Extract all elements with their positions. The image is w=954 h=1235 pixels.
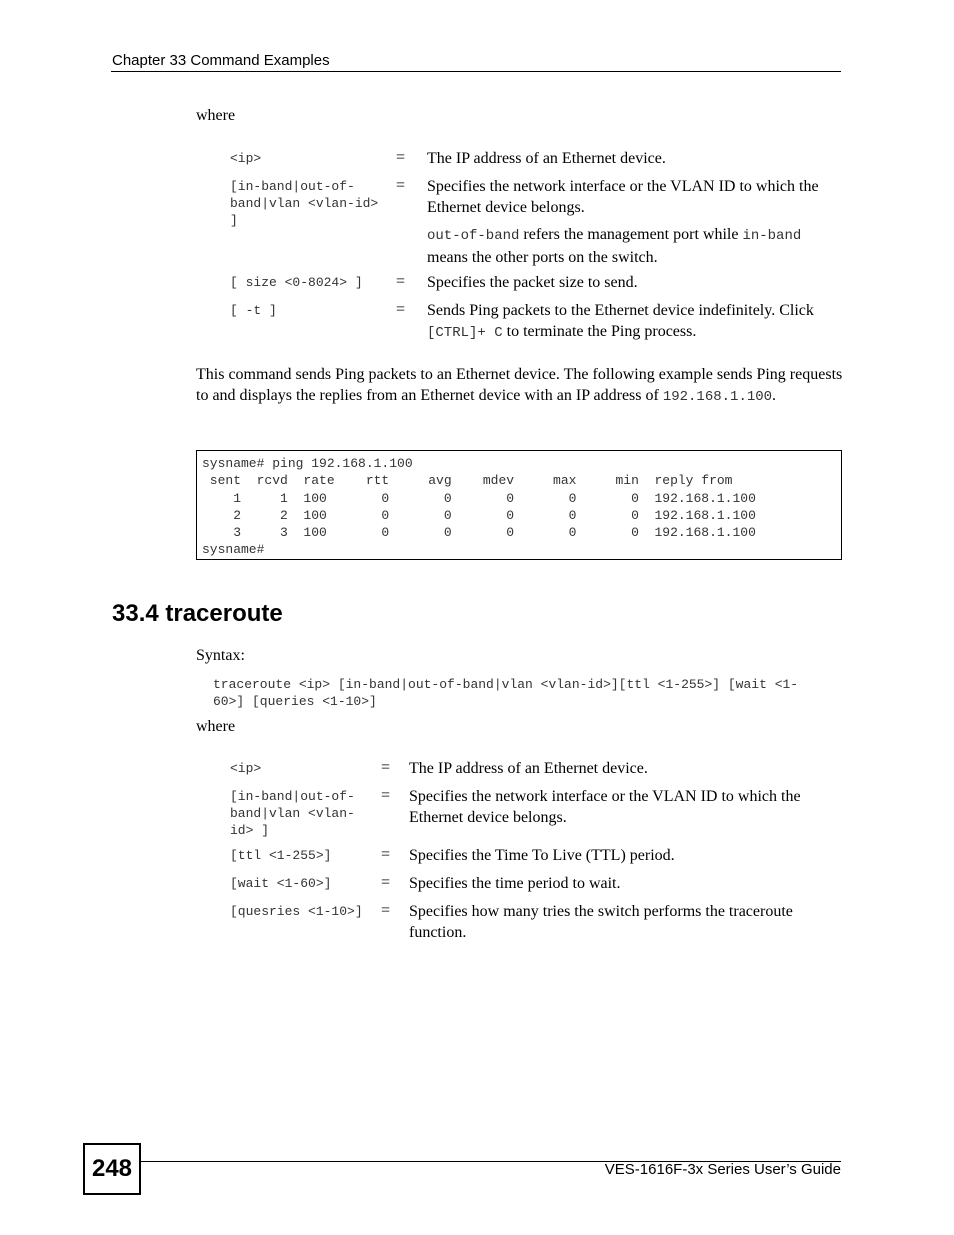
param-equals: = xyxy=(381,874,391,891)
param-description: Specifies the time period to wait. xyxy=(409,875,621,892)
ping-example-output: sysname# ping 192.168.1.100 sent rcvd rate rtt avg mdev max min reply from 1 1 100 0 0 0 0 0 192.168.1.100 2 2 100 0 0 0 0 0 192.168.1.100 3 3 100 0 0 0 0 0 192.168.1.100 sysname# xyxy=(202,456,756,558)
param-equals: = xyxy=(381,759,391,776)
guide-title: VES-1616F-3x Series User’s Guide xyxy=(604,1161,841,1178)
param-description: The IP address of an Ethernet device. xyxy=(427,150,666,167)
param-name: [in-band|out-of- band|vlan <vlan- id> ] xyxy=(230,789,355,838)
desc-text: to terminate the Ping process. xyxy=(502,323,697,340)
param-description xyxy=(427,300,842,344)
param-description: Specifies the network interface or the VLAN ID to which the Ethernet device belongs. xyxy=(427,178,819,216)
param-name: [ -t ] xyxy=(230,303,277,318)
param-description: Specifies how many tries the switch performs the traceroute function. xyxy=(409,903,793,941)
traceroute-where-label: where xyxy=(196,718,236,735)
param-note xyxy=(427,224,842,268)
param-description: The IP address of an Ethernet device. xyxy=(409,760,648,777)
traceroute-syntax: traceroute <ip> [in-band|out-of-band|vlan <vlan-id>][ttl <1-255>] [wait <1- 60>] [queries <1-10>] xyxy=(213,677,799,709)
syntax-label: Syntax: xyxy=(196,647,245,664)
param-equals: = xyxy=(396,301,406,318)
param-description: Specifies the Time To Live (TTL) period. xyxy=(409,847,675,864)
note-text: refers the management port while xyxy=(519,226,743,243)
param-description: Specifies the network interface or the VLAN ID to which the Ethernet device belongs. xyxy=(409,788,801,826)
header-rule xyxy=(111,71,841,72)
note-text: means the other ports on the switch. xyxy=(427,249,658,266)
param-name: [quesries <1-10>] xyxy=(230,904,363,919)
running-header: Chapter 33 Command Examples xyxy=(112,52,330,69)
ip-address: 192.168.1.100 xyxy=(662,389,773,405)
code-text: [CTRL]+ C xyxy=(427,325,503,341)
param-equals: = xyxy=(396,273,406,290)
section-heading: 33.4 traceroute xyxy=(112,600,283,627)
param-name: <ip> xyxy=(230,151,262,166)
intro-tail: . xyxy=(772,387,777,404)
param-name: [in-band|out-of- band|vlan <vlan-id> ] xyxy=(230,179,379,228)
param-name: [ttl <1-255>] xyxy=(230,848,332,863)
param-name: [ size <0-8024> ] xyxy=(230,275,363,290)
code-text: in-band xyxy=(742,228,802,244)
ping-intro-paragraph xyxy=(196,364,846,408)
code-text: out-of-band xyxy=(427,228,520,244)
param-equals: = xyxy=(381,846,391,863)
desc-text: Sends Ping packets to the Ethernet device indefinitely. Click xyxy=(427,302,814,319)
intro-text: This command sends Ping packets to an Ethernet device. The following example sends Ping requests to and displays the replies from an Ethernet device with an IP address of xyxy=(196,366,843,404)
param-equals: = xyxy=(381,787,391,804)
param-description: Specifies the packet size to send. xyxy=(427,274,638,291)
ping-where-label: where xyxy=(196,107,236,124)
param-name: <ip> xyxy=(230,761,262,776)
page-number: 248 xyxy=(83,1143,141,1195)
param-equals: = xyxy=(381,902,391,919)
param-name: [wait <1-60>] xyxy=(230,876,332,891)
param-equals: = xyxy=(396,149,406,166)
ping-example-box xyxy=(196,450,842,560)
param-equals: = xyxy=(396,177,406,194)
